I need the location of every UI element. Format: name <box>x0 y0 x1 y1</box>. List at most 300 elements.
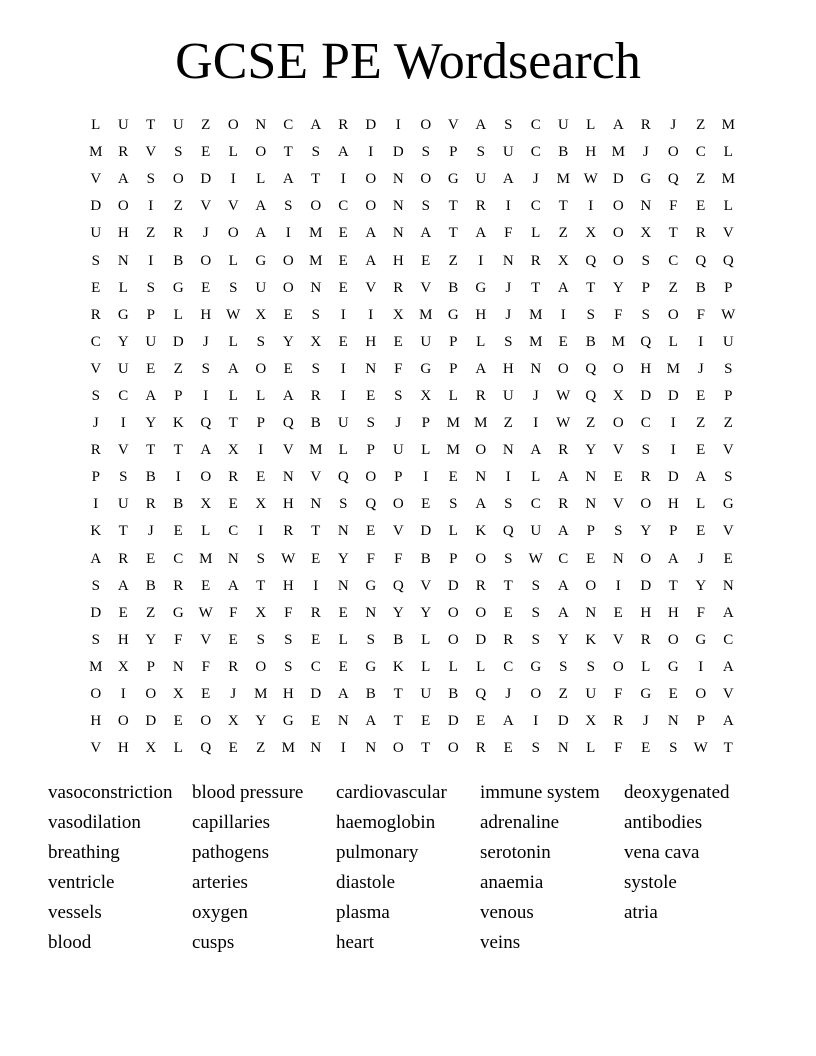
grid-letter: N <box>585 469 597 486</box>
grid-letter: D <box>90 198 102 215</box>
grid-letter: B <box>393 631 404 648</box>
grid-letter: A <box>310 117 322 134</box>
grid-letter: X <box>420 387 432 404</box>
grid-letter: N <box>310 740 322 757</box>
grid-letter: P <box>641 279 650 296</box>
grid-letter: V <box>145 144 157 161</box>
grid-letter: H <box>365 333 377 350</box>
word-list-item: oxygen <box>192 902 248 923</box>
grid-letter: M <box>89 144 103 161</box>
grid-letter: X <box>200 496 212 513</box>
grid-letter: G <box>420 360 432 377</box>
grid-letter: G <box>172 279 184 296</box>
word-list-item: blood pressure <box>192 782 304 803</box>
grid-letter: S <box>724 360 733 377</box>
grid-letter: N <box>502 442 514 459</box>
grid-letter: V <box>365 279 377 296</box>
grid-letter: U <box>502 144 514 161</box>
grid-letter: S <box>91 252 100 269</box>
grid-letter: R <box>558 442 569 459</box>
grid-letter: T <box>173 442 183 459</box>
grid-letter: L <box>723 198 733 215</box>
grid-letter: O <box>200 469 212 486</box>
grid-letter: I <box>120 686 126 703</box>
grid-letter: S <box>669 740 678 757</box>
grid-letter: T <box>503 577 513 594</box>
grid-letter: Z <box>173 360 183 377</box>
word-column <box>336 778 480 958</box>
grid-letter: C <box>503 658 514 675</box>
grid-letter: R <box>475 577 486 594</box>
grid-letter: A <box>557 279 569 296</box>
grid-letter: M <box>611 333 625 350</box>
grid-letter: S <box>284 658 293 675</box>
grid-letter: N <box>172 658 184 675</box>
grid-letter: S <box>146 279 155 296</box>
grid-letter: M <box>721 171 735 188</box>
grid-row <box>82 275 742 302</box>
grid-letter: A <box>502 171 514 188</box>
grid-letter: O <box>392 740 404 757</box>
word-list-item: pathogens <box>192 842 270 863</box>
grid-letter: M <box>254 686 268 703</box>
grid-letter: C <box>695 144 706 161</box>
grid-letter: I <box>478 252 484 269</box>
grid-letter: T <box>256 577 266 594</box>
grid-letter: H <box>90 713 102 730</box>
grid-letter: T <box>146 117 156 134</box>
grid-letter: V <box>722 442 734 459</box>
grid-letter: K <box>90 523 102 540</box>
page-title: GCSE PE Wordsearch <box>175 33 641 90</box>
grid-letter: C <box>723 631 734 648</box>
grid-letter: E <box>228 631 238 648</box>
grid-letter: L <box>723 144 733 161</box>
grid-letter: I <box>148 198 154 215</box>
grid-letter: I <box>120 415 126 432</box>
grid-letter: N <box>612 550 624 567</box>
grid-letter: J <box>697 550 704 567</box>
grid-letter: H <box>282 686 294 703</box>
grid-letter: V <box>227 198 239 215</box>
grid-letter: G <box>365 658 377 675</box>
grid-row <box>82 247 742 274</box>
word-list-item: antibodies <box>624 812 703 833</box>
grid-letter: S <box>641 252 650 269</box>
grid-letter: V <box>612 631 624 648</box>
grid-letter: U <box>420 686 432 703</box>
grid-letter: I <box>505 198 511 215</box>
grid-letter: N <box>502 252 514 269</box>
grid-letter: N <box>392 171 404 188</box>
grid-letter: W <box>721 306 736 323</box>
grid-letter: R <box>173 225 184 242</box>
grid-letter: R <box>393 279 404 296</box>
grid-letter: U <box>722 333 734 350</box>
grid-letter: D <box>200 171 212 188</box>
grid-letter: V <box>200 631 212 648</box>
grid-letter: S <box>256 631 265 648</box>
grid-letter: P <box>449 144 458 161</box>
grid-letter: I <box>670 442 676 459</box>
grid-letter: J <box>532 387 539 404</box>
grid-letter: R <box>145 496 156 513</box>
grid-letter: D <box>447 713 459 730</box>
grid-letter: S <box>229 279 238 296</box>
grid-letter: T <box>668 225 678 242</box>
grid-letter: Z <box>558 686 568 703</box>
grid-letter: A <box>90 550 102 567</box>
grid-row <box>82 600 742 627</box>
grid-letter: P <box>146 306 155 323</box>
grid-row <box>82 546 742 573</box>
grid-letter: W <box>226 306 241 323</box>
grid-letter: S <box>531 577 540 594</box>
grid-letter: O <box>612 252 624 269</box>
grid-letter: R <box>503 631 514 648</box>
grid-letter: V <box>612 442 624 459</box>
grid-letter: O <box>475 442 487 459</box>
grid-letter: T <box>311 523 321 540</box>
grid-letter: W <box>281 550 296 567</box>
grid-letter: T <box>668 577 678 594</box>
grid-letter: H <box>640 360 652 377</box>
grid-row <box>82 627 742 654</box>
grid-letter: M <box>309 225 323 242</box>
grid-letter: O <box>145 686 157 703</box>
grid-letter: Z <box>146 604 156 621</box>
grid-letter: X <box>585 713 597 730</box>
grid-letter: I <box>698 658 704 675</box>
grid-letter: S <box>531 740 540 757</box>
grid-letter: D <box>420 523 432 540</box>
grid-letter: S <box>641 442 650 459</box>
grid-letter: N <box>585 496 597 513</box>
grid-letter: W <box>556 387 571 404</box>
grid-letter: S <box>311 144 320 161</box>
word-list-item: adrenaline <box>480 812 560 833</box>
grid-letter: L <box>228 387 238 404</box>
grid-letter: R <box>90 442 101 459</box>
grid-letter: V <box>722 523 734 540</box>
grid-letter: S <box>284 631 293 648</box>
grid-letter: O <box>667 144 679 161</box>
grid-letter: D <box>640 577 652 594</box>
grid-letter: E <box>668 686 678 703</box>
grid-letter: O <box>255 360 267 377</box>
grid-letter: J <box>202 333 209 350</box>
grid-letter: S <box>559 658 568 675</box>
grid-letter: Z <box>448 252 458 269</box>
grid-letter: O <box>475 550 487 567</box>
grid-letter: S <box>91 577 100 594</box>
word-list-item: plasma <box>336 902 390 923</box>
grid-row <box>82 356 742 383</box>
grid-letter: Z <box>586 415 596 432</box>
grid-letter: L <box>228 252 238 269</box>
grid-letter: Y <box>145 631 157 648</box>
grid-letter: H <box>502 360 514 377</box>
grid-letter: T <box>146 442 156 459</box>
grid-letter: L <box>201 523 211 540</box>
grid-letter: A <box>475 225 487 242</box>
grid-letter: Z <box>503 415 513 432</box>
grid-letter: I <box>258 442 264 459</box>
grid-letter: E <box>613 604 623 621</box>
grid-letter: I <box>588 198 594 215</box>
grid-letter: M <box>474 415 488 432</box>
grid-letter: E <box>228 740 238 757</box>
grid-letter: F <box>669 198 678 215</box>
word-list-item: deoxygenated <box>624 782 730 803</box>
grid-letter: O <box>447 740 459 757</box>
grid-letter: L <box>91 117 101 134</box>
grid-letter: J <box>505 279 512 296</box>
grid-letter: O <box>585 577 597 594</box>
grid-letter: B <box>448 686 459 703</box>
grid-letter: E <box>476 713 486 730</box>
grid-letter: X <box>255 604 267 621</box>
grid-letter: N <box>640 198 652 215</box>
grid-letter: D <box>172 333 184 350</box>
grid-letter: L <box>421 442 431 459</box>
grid-letter: G <box>722 496 734 513</box>
grid-letter: I <box>340 171 346 188</box>
word-list-item: anaemia <box>480 872 544 893</box>
grid-letter: P <box>669 523 678 540</box>
grid-letter: S <box>366 631 375 648</box>
grid-letter: H <box>117 225 129 242</box>
grid-letter: V <box>420 279 432 296</box>
grid-row <box>82 220 742 247</box>
grid-letter: L <box>256 171 266 188</box>
grid-letter: B <box>310 415 321 432</box>
grid-letter: O <box>475 604 487 621</box>
grid-letter: O <box>200 713 212 730</box>
grid-letter: E <box>558 333 568 350</box>
grid-letter: R <box>310 604 321 621</box>
grid-letter: A <box>117 171 129 188</box>
grid-letter: G <box>667 658 679 675</box>
grid-letter: I <box>340 740 346 757</box>
word-list-item: ventricle <box>48 872 115 893</box>
grid-letter: C <box>118 387 129 404</box>
word-list-item: atria <box>624 902 658 923</box>
grid-letter: S <box>91 387 100 404</box>
word-column <box>192 778 336 958</box>
grid-letter: G <box>447 306 459 323</box>
grid-letter: V <box>392 523 404 540</box>
grid-letter: A <box>557 577 569 594</box>
grid-letter: N <box>585 604 597 621</box>
word-list-item: capillaries <box>192 812 271 833</box>
grid-letter: V <box>117 442 129 459</box>
grid-letter: G <box>640 171 652 188</box>
grid-letter: Z <box>256 740 266 757</box>
grid-letter: U <box>502 387 514 404</box>
grid-letter: L <box>696 496 706 513</box>
grid-letter: J <box>670 117 677 134</box>
grid-letter: S <box>586 658 595 675</box>
grid-letter: C <box>530 496 541 513</box>
grid-letter: S <box>421 144 430 161</box>
grid-letter: D <box>475 631 487 648</box>
grid-letter: N <box>475 469 487 486</box>
grid-letter: A <box>722 713 734 730</box>
grid-letter: E <box>503 604 513 621</box>
grid-letter: O <box>420 171 432 188</box>
grid-letter: E <box>338 225 348 242</box>
grid-letter: S <box>201 360 210 377</box>
grid-letter: E <box>696 523 706 540</box>
grid-letter: J <box>532 171 539 188</box>
grid-letter: P <box>91 469 100 486</box>
grid-letter: H <box>667 496 679 513</box>
grid-letter: E <box>283 360 293 377</box>
word-list-item: diastole <box>336 872 396 893</box>
grid-letter: G <box>640 686 652 703</box>
grid-letter: A <box>722 604 734 621</box>
grid-letter: D <box>667 387 679 404</box>
grid-letter: L <box>476 333 486 350</box>
grid-letter: E <box>146 360 156 377</box>
grid-letter: I <box>203 387 209 404</box>
grid-letter: V <box>90 171 102 188</box>
word-list-item: serotonin <box>480 842 551 863</box>
grid-letter: X <box>255 306 267 323</box>
grid-letter: Y <box>695 577 707 594</box>
grid-letter: G <box>117 306 129 323</box>
grid-letter: A <box>420 225 432 242</box>
grid-letter: N <box>337 523 349 540</box>
grid-letter: D <box>392 144 404 161</box>
grid-letter: P <box>421 415 430 432</box>
grid-letter: I <box>340 306 346 323</box>
grid-letter: U <box>90 225 102 242</box>
grid-letter: O <box>117 198 129 215</box>
grid-letter: P <box>724 279 733 296</box>
grid-letter: J <box>642 713 649 730</box>
grid-letter: T <box>448 198 458 215</box>
grid-letter: G <box>255 252 267 269</box>
grid-letter: H <box>282 496 294 513</box>
grid-letter: D <box>640 387 652 404</box>
grid-letter: C <box>338 198 349 215</box>
grid-letter: I <box>313 577 319 594</box>
word-list-item: cusps <box>192 932 235 953</box>
grid-letter: S <box>394 387 403 404</box>
grid-letter: P <box>256 415 265 432</box>
grid-letter: S <box>449 496 458 513</box>
grid-letter: R <box>613 713 624 730</box>
grid-letter: O <box>255 658 267 675</box>
grid-letter: M <box>89 658 103 675</box>
grid-letter: Z <box>146 225 156 242</box>
grid-letter: O <box>530 686 542 703</box>
grid-letter: H <box>392 252 404 269</box>
grid-letter: N <box>282 469 294 486</box>
grid-letter: E <box>283 306 293 323</box>
letter-grid <box>82 112 742 762</box>
word-column <box>48 778 192 958</box>
grid-letter: P <box>174 387 183 404</box>
grid-row <box>82 464 742 491</box>
grid-letter: L <box>586 740 596 757</box>
grid-letter: N <box>667 713 679 730</box>
grid-letter: E <box>448 469 458 486</box>
grid-letter: Q <box>282 415 294 432</box>
grid-letter: E <box>91 279 101 296</box>
grid-letter: R <box>173 577 184 594</box>
grid-letter: A <box>227 577 239 594</box>
grid-letter: S <box>91 631 100 648</box>
grid-letter: R <box>118 550 129 567</box>
grid-letter: A <box>117 577 129 594</box>
grid-letter: O <box>557 360 569 377</box>
grid-letter: O <box>447 631 459 648</box>
grid-letter: I <box>560 306 566 323</box>
grid-letter: A <box>282 171 294 188</box>
grid-letter: V <box>420 577 432 594</box>
grid-letter: A <box>557 469 569 486</box>
grid-letter: Y <box>612 279 624 296</box>
word-list-item: vessels <box>48 902 102 923</box>
grid-letter: S <box>531 631 540 648</box>
grid-letter: A <box>530 442 542 459</box>
grid-letter: K <box>475 523 487 540</box>
grid-letter: F <box>284 604 293 621</box>
grid-letter: C <box>283 117 294 134</box>
grid-letter: L <box>338 442 348 459</box>
grid-letter: R <box>640 117 651 134</box>
grid-letter: P <box>146 658 155 675</box>
grid-letter: C <box>228 523 239 540</box>
grid-letter: O <box>200 252 212 269</box>
grid-letter: O <box>282 279 294 296</box>
grid-letter: L <box>173 740 183 757</box>
grid-letter: F <box>614 740 623 757</box>
grid-letter: S <box>476 144 485 161</box>
grid-letter: N <box>337 577 349 594</box>
grid-letter: L <box>338 631 348 648</box>
grid-letter: N <box>310 496 322 513</box>
grid-letter: L <box>421 631 431 648</box>
word-list-item: immune system <box>480 782 600 803</box>
grid-row <box>82 139 742 166</box>
grid-letter: I <box>505 469 511 486</box>
grid-letter: X <box>145 740 157 757</box>
grid-letter: S <box>641 306 650 323</box>
grid-letter: X <box>255 496 267 513</box>
word-column <box>480 778 624 958</box>
grid-letter: L <box>228 144 238 161</box>
grid-letter: W <box>693 740 708 757</box>
grid-letter: G <box>365 577 377 594</box>
grid-letter: E <box>256 469 266 486</box>
grid-letter: P <box>366 442 375 459</box>
grid-letter: H <box>282 577 294 594</box>
grid-letter: W <box>198 604 213 621</box>
grid-letter: M <box>666 360 680 377</box>
word-list <box>48 778 768 958</box>
grid-letter: N <box>557 740 569 757</box>
grid-letter: U <box>530 523 542 540</box>
grid-letter: L <box>668 333 678 350</box>
grid-letter: N <box>337 713 349 730</box>
grid-letter: S <box>504 550 513 567</box>
word-list-item: breathing <box>48 842 120 863</box>
grid-letter: V <box>722 686 734 703</box>
